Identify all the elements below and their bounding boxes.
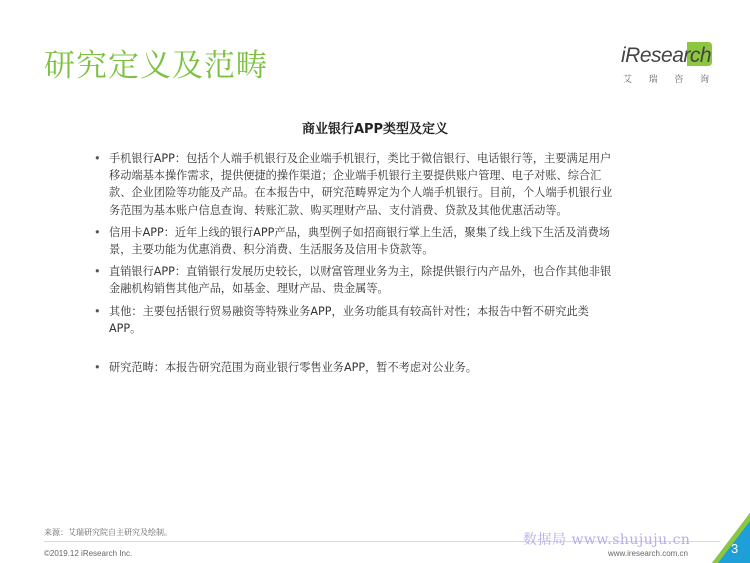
- bullet-icon: •: [94, 152, 101, 165]
- watermark: 数据局 www.shujuju.cn: [523, 532, 691, 548]
- iresearch-logo: [617, 42, 712, 88]
- logo-subtitle: [623, 72, 709, 85]
- list-item: [94, 224, 614, 258]
- logo-text: iResearch: [621, 44, 712, 67]
- list-item: [94, 263, 614, 297]
- logo-sub-char: 艾: [623, 75, 633, 85]
- source-note: 来源：艾瑞研究院自主研究及绘制。: [44, 528, 172, 537]
- section-heading: 商业银行APP类型及定义: [301, 122, 449, 137]
- bullet-text: 信用卡APP：近年上线的银行APP产品，典型例子如招商银行掌上生活，聚集了线上线下生活及消费场景，主要功能为优惠消费、积分消费、生活服务及信用卡贷款等。: [109, 225, 610, 257]
- page-number: 3: [731, 541, 739, 556]
- bullet-icon: •: [94, 304, 101, 318]
- website-link[interactable]: www.iresearch.com.cn: [607, 549, 688, 558]
- list-item: [94, 359, 614, 376]
- bullet-text: 研究范畴：本报告研究范围为商业银行零售业务APP，暂不考虑对公业务。: [109, 361, 477, 375]
- logo-sub-char: 瑞: [648, 75, 658, 85]
- list-item: [94, 150, 614, 219]
- bullet-text: 直销银行APP：直销银行发展历史较长，以财富管理业务为主，除提供银行内产品外，也合作其他非银金融机构销售其他产品，如基金、理财产品、贵金属等。: [109, 265, 612, 296]
- copyright: ©2019.12 iResearch Inc.: [44, 549, 133, 558]
- list-item: [94, 303, 614, 337]
- definition-list: [94, 150, 614, 381]
- logo-sub-char: 询: [699, 75, 709, 85]
- bullet-text: 手机银行APP：包括个人端手机银行及企业端手机银行，类比于微信银行、电话银行等，主要满足用户移动端基本操作需求，提供便捷的操作渠道；企业端手机银行主要提供账户管理、电子对账、综合汇款、企业团险等功能及产品。在本报告中，研究范畴界定为个人端手机银行。目前，个人端手机银行业务范围为基本账户信息查询、转账汇款、购买理财产品、支付消费、贷款及其他优惠活动等。: [109, 152, 613, 217]
- page-title: 研究定义及范畴: [44, 48, 268, 84]
- bullet-icon: •: [94, 265, 101, 279]
- bullet-text: 其他：主要包括银行贸易融资等特殊业务APP，业务功能具有较高针对性；本报告中暂不研究此类APP。: [109, 304, 589, 335]
- bullet-icon: •: [94, 361, 101, 375]
- logo-sub-char: 咨: [674, 75, 684, 85]
- bullet-icon: •: [94, 225, 101, 239]
